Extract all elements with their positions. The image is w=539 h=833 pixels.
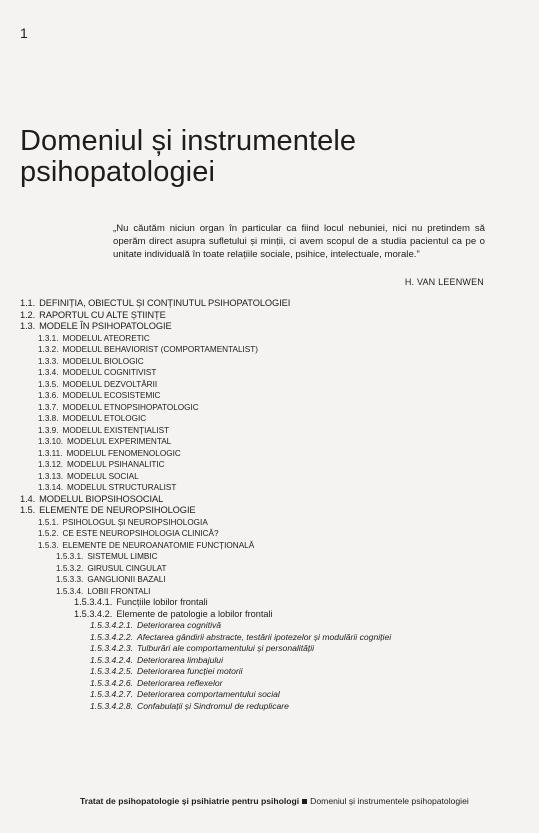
toc-entry bbox=[20, 448, 520, 460]
toc-entry bbox=[20, 413, 520, 425]
toc-entry bbox=[20, 620, 520, 632]
toc-entry-label: SISTEMUL LIMBIC bbox=[87, 552, 158, 561]
toc-entry-number: 1.5.3.4.2.3. bbox=[90, 643, 134, 653]
toc-entry-label: Funcțiile lobilor frontali bbox=[116, 597, 208, 607]
toc-entry-label: MODELUL ETNOPSIHOPATOLOGIC bbox=[62, 402, 199, 412]
toc-entry-label: LOBII FRONTALI bbox=[87, 586, 151, 596]
toc-entry-label: Deteriorarea comportamentului social bbox=[137, 689, 280, 699]
toc-entry-label: MODELUL PSIHANALITIC bbox=[67, 460, 165, 469]
toc-entry-label: Elemente de patologie a lobilor frontali bbox=[116, 608, 273, 619]
toc-entry bbox=[20, 379, 520, 391]
chapter-title bbox=[20, 126, 490, 188]
toc-entry bbox=[20, 540, 520, 552]
chapter-title-line-2: psihopatologiei bbox=[20, 156, 215, 188]
toc-entry bbox=[20, 505, 520, 517]
toc-entry-number: 1.3.1. bbox=[38, 333, 59, 343]
toc-entry-number: 1.3.13. bbox=[38, 471, 64, 481]
toc-entry-number: 1.5.3.4.1. bbox=[74, 597, 113, 607]
toc-entry-label: MODELUL DEZVOLTĂRII bbox=[62, 379, 158, 389]
toc-entry bbox=[20, 344, 520, 356]
toc-entry bbox=[20, 356, 520, 368]
toc-entry-number: 1.3.5. bbox=[38, 379, 59, 389]
toc-entry-number: 1.3.2. bbox=[38, 345, 59, 354]
toc-entry-label: MODELUL COGNITIVIST bbox=[62, 368, 157, 377]
toc-entry bbox=[20, 471, 520, 483]
toc-entry bbox=[20, 632, 520, 644]
epigraph-author: H. VAN LEENWEN bbox=[404, 277, 484, 287]
toc-entry-label: DEFINIȚIA, OBIECTUL ȘI CONȚINUTUL PSIHOPATOLOGIEI bbox=[39, 298, 291, 308]
toc-entry bbox=[20, 586, 520, 598]
toc-entry-number: 1.3.4. bbox=[38, 368, 59, 377]
toc-entry-number: 1.5.3.4. bbox=[56, 586, 84, 596]
toc-entry-number: 1.5.1. bbox=[38, 517, 59, 527]
toc-entry-number: 1.3.3. bbox=[38, 356, 59, 366]
toc-entry-label: GANGLIONII BAZALI bbox=[87, 575, 166, 584]
chapter-number: 1 bbox=[20, 25, 28, 41]
toc-entry bbox=[20, 402, 520, 414]
toc-entry-number: 1.5.3.4.2. bbox=[74, 608, 113, 619]
toc-entry-label: MODELE ÎN PSIHOPATOLOGIE bbox=[39, 321, 172, 331]
toc-entry-number: 1.2. bbox=[20, 309, 36, 320]
toc-entry-number: 1.3.11. bbox=[38, 448, 63, 458]
toc-entry-number: 1.4. bbox=[20, 493, 36, 504]
chapter-title-line-1: Domeniul și instrumentele bbox=[20, 125, 357, 157]
toc-entry-number: 1.3. bbox=[20, 321, 36, 331]
toc-entry-label: Deteriorarea limbajului bbox=[137, 654, 223, 665]
toc-entry bbox=[20, 574, 520, 586]
toc-entry-number: 1.3.8. bbox=[38, 414, 59, 423]
toc-entry-number: 1.3.9. bbox=[38, 425, 59, 435]
toc-entry-number: 1.5.2. bbox=[38, 529, 59, 538]
toc-entry bbox=[20, 597, 520, 609]
toc-entry-number: 1.5. bbox=[20, 505, 36, 515]
toc-entry-label: GIRUSUL CINGULAT bbox=[87, 563, 167, 573]
toc-entry bbox=[20, 563, 520, 575]
toc-entry bbox=[20, 689, 520, 701]
toc-entry-number: 1.5.3. bbox=[38, 540, 59, 550]
toc-entry-label: RAPORTUL CU ALTE ȘTIINȚE bbox=[39, 309, 166, 320]
toc-entry-number: 1.5.3.1. bbox=[56, 552, 84, 561]
toc-entry-label: MODELUL EXISTENȚIALIST bbox=[62, 425, 170, 435]
toc-entry-number: 1.5.3.3. bbox=[56, 575, 84, 584]
toc-entry-label: MODELUL BIOPSIHOSOCIAL bbox=[39, 493, 164, 504]
toc-entry-number: 1.3.10. bbox=[38, 437, 64, 446]
toc-entry-label: MODELUL BIOLOGIC bbox=[62, 356, 144, 366]
toc-entry bbox=[20, 655, 520, 667]
toc-entry-number: 1.3.14. bbox=[38, 483, 64, 492]
toc-entry bbox=[20, 528, 520, 540]
toc-entry bbox=[20, 517, 520, 529]
footer-separator bbox=[302, 799, 307, 804]
toc-entry-label: Confabulații și Sindromul de reduplicare bbox=[137, 700, 289, 711]
toc-entry-label: PSIHOLOGUL ȘI NEUROPSIHOLOGIA bbox=[62, 517, 208, 527]
toc-entry bbox=[20, 459, 520, 471]
toc-entry-label: Afectarea gândirii abstracte, testării ipotezelor și modulării cogniției bbox=[137, 631, 392, 642]
footer-book-title: Tratat de psihopatologie și psihiatrie pentru psihologi bbox=[80, 796, 300, 806]
footer-chapter-title: Domeniul și instrumentele psihopatologiei bbox=[310, 796, 469, 806]
toc-entry-label: Deteriorarea funcției motorii bbox=[137, 666, 243, 676]
toc-entry bbox=[20, 321, 520, 333]
toc-entry bbox=[20, 678, 520, 690]
toc-entry bbox=[20, 494, 520, 506]
toc-entry-label: ELEMENTE DE NEUROPSIHOLOGIE bbox=[39, 505, 196, 515]
toc-entry bbox=[20, 482, 520, 494]
toc-entry-number: 1.5.3.4.2.5. bbox=[90, 666, 134, 676]
toc-entry-number: 1.1. bbox=[20, 298, 36, 308]
toc-entry bbox=[20, 425, 520, 437]
toc-entry-label: CE ESTE NEUROPSIHOLOGIA CLINICĂ? bbox=[62, 529, 219, 538]
toc-entry bbox=[20, 436, 520, 448]
toc-entry-number: 1.3.7. bbox=[38, 402, 59, 412]
toc-entry bbox=[20, 333, 520, 345]
toc-entry-label: MODELUL FENOMENOLOGIC bbox=[66, 448, 181, 458]
toc-entry-label: MODELUL EXPERIMENTAL bbox=[67, 437, 172, 446]
toc-entry-number: 1.5.3.4.2.6. bbox=[90, 677, 134, 688]
toc-entry-number: 1.5.3.4.2.8. bbox=[90, 700, 134, 711]
toc-entry-label: MODELUL ATEORETIC bbox=[62, 333, 150, 343]
toc-entry-label: MODELUL ECOSISTEMIC bbox=[62, 391, 161, 400]
toc-entry-label: ELEMENTE DE NEUROANATOMIE FUNCȚIONALĂ bbox=[62, 540, 255, 550]
toc-entry bbox=[20, 367, 520, 379]
toc-entry bbox=[20, 390, 520, 402]
toc-entry-number: 1.5.3.4.2.1. bbox=[90, 620, 134, 630]
toc-entry bbox=[20, 551, 520, 563]
toc-entry-label: MODELUL STRUCTURALIST bbox=[67, 483, 177, 492]
toc-entry bbox=[20, 666, 520, 678]
epigraph-quote: „Nu căutăm niciun organ în particular ca fiind locul nebuniei, nici nu pretindem să operăm direct asupra sufletului și minții, ci avem scopul de a studia pacientul ca pe o unitate individuală în toate relațiile sociale, psihice, intelectuale, morale.” bbox=[113, 223, 485, 260]
toc-entry-label: MODELUL BEHAVIORIST (COMPORTAMENTALIST) bbox=[62, 345, 258, 354]
toc-entry-number: 1.3.12. bbox=[38, 460, 64, 469]
toc-entry-number: 1.3.6. bbox=[38, 391, 59, 400]
toc-entry-number: 1.5.3.2. bbox=[56, 563, 84, 573]
table-of-contents bbox=[20, 298, 520, 712]
toc-entry-label: Deteriorarea reflexelor bbox=[137, 677, 223, 688]
toc-entry-label: Deteriorarea cognitivă bbox=[137, 620, 222, 630]
toc-entry bbox=[20, 643, 520, 655]
toc-entry-number: 1.5.3.4.2.7. bbox=[90, 689, 134, 699]
toc-entry-label: Tulburări ale comportamentului și personalității bbox=[137, 643, 315, 653]
toc-entry-label: MODELUL ETOLOGIC bbox=[62, 414, 147, 423]
toc-entry bbox=[20, 310, 520, 322]
toc-entry bbox=[20, 609, 520, 621]
page-footer bbox=[80, 795, 525, 807]
toc-entry bbox=[20, 298, 520, 310]
toc-entry bbox=[20, 701, 520, 713]
toc-entry-label: MODELUL SOCIAL bbox=[67, 471, 139, 481]
toc-entry-number: 1.5.3.4.2.4. bbox=[90, 654, 134, 665]
toc-entry-number: 1.5.3.4.2.2. bbox=[90, 631, 134, 642]
